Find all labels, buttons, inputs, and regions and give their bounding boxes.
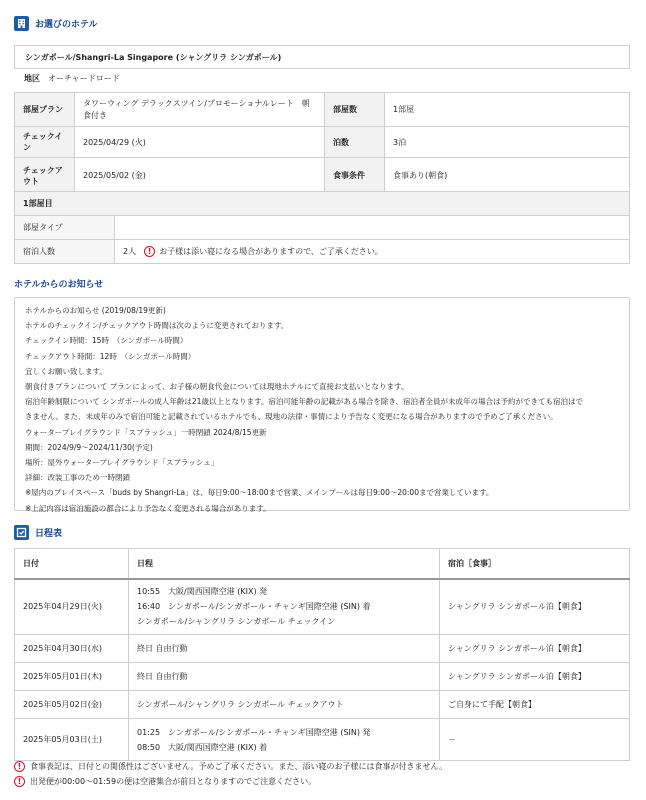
itinerary-line: シンガポール/シャングリラ シンガポール チェックアウト (137, 700, 344, 709)
schedule-row (15, 719, 630, 761)
plan-label: 部屋プラン (15, 93, 75, 127)
schedule-date: 2025年05月02日(金) (15, 691, 129, 719)
notice-line: ホテルのチェックイン/チェックアウト時間は次のように変更されております。 (25, 321, 289, 331)
notice-line: チェックアウト時間：12時 （シンガポール時間） (25, 351, 196, 361)
meal-label: 食事条件 (325, 158, 385, 194)
plan-table (14, 92, 630, 194)
guests-cell (115, 240, 630, 264)
schedule-stay: シャングリラ シンガポール泊【朝食】 (440, 635, 630, 663)
schedule-date: 2025年05月01日(木) (15, 663, 129, 691)
schedule-itinerary (129, 579, 440, 635)
area-row (14, 70, 630, 88)
schedule-itinerary (129, 691, 440, 719)
schedule-row (15, 663, 630, 691)
checkin-value: 2025/04/29 (火) (75, 127, 325, 158)
schedule-stay: シャングリラ シンガポール泊【朝食】 (440, 663, 630, 691)
footnote-1 (14, 761, 447, 772)
guests-label: 宿泊人数 (15, 240, 115, 264)
schedule-stay: ご自身にて手配【朝食】 (440, 691, 630, 719)
hotel-name: シンガポール/Shangri-La Singapore (シャングリラ シンガポール) (14, 45, 630, 69)
notice-line: 宜しくお願い致します。 (25, 366, 107, 376)
schedule-header-date: 日付 (15, 549, 129, 579)
notice-title: ホテルからのお知らせ (14, 280, 104, 290)
area-label: 地区 (24, 74, 40, 83)
warning-icon: ! (14, 776, 25, 787)
plan-value: タワーウィング デラックスツイン/プロモーショナルレート 朝食付き (75, 93, 325, 127)
room-type-value (115, 216, 630, 240)
warning-icon: ! (144, 246, 155, 257)
schedule-date: 2025年04月29日(火) (15, 579, 129, 635)
notice-line: チェックイン時間：15時 （シンガポール時間） (25, 336, 188, 346)
schedule-title: 日程表 (35, 529, 63, 539)
itinerary-line: 終日 自由行動 (137, 644, 188, 653)
room1-title: 1部屋目 (15, 192, 630, 216)
checkin-label: チェックイン (15, 127, 75, 158)
itinerary-line: 10:55 大阪/関西国際空港 (KIX) 発 (137, 587, 268, 597)
schedule-row (15, 635, 630, 663)
footnote-text: 食事表記は、日付との関係性はございません。予めご了承ください。また、添い寝のお子様には食事が付きません。 (30, 762, 447, 771)
checkout-label: チェックアウト (15, 158, 75, 194)
schedule-date: 2025年05月03日(土) (15, 719, 129, 761)
schedule-section-header (14, 525, 62, 540)
notice-line: きません。また、未成年のみで宿泊可能と記載されているホテルでも、現地の法律・事情により予告なく変更になる場合がありますので予めご了承ください。 (25, 412, 558, 422)
nights-value: 3泊 (385, 127, 630, 158)
schedule-itinerary (129, 663, 440, 691)
notice-line: 場所：屋外ウォータープレイグラウンド「スプラッシュ」 (25, 458, 219, 468)
footnote-2 (14, 776, 316, 787)
checkout-value: 2025/05/02 (金) (75, 158, 325, 194)
notice-box (14, 297, 630, 511)
notice-line: 詳細：改装工事のため一時閉鎖 (25, 473, 130, 483)
footnote-text: 出発便が00:00～01:59の便は空港集合が前日となりますのでご注意ください。 (30, 777, 317, 786)
notice-line: 朝食付きプランについて プランによって、お子様の朝食代金については現地ホテルにて直接お支払いとなります。 (25, 382, 409, 392)
schedule-table (14, 548, 630, 761)
schedule-date: 2025年04月30日(水) (15, 635, 129, 663)
building-icon (14, 16, 29, 31)
hotel-section-title: お選びのホテル (35, 20, 98, 30)
notice-line: ※上記内容は宿泊施設の都合により予告なく変更される場合があります。 (25, 503, 271, 513)
itinerary-line: 08:50 大阪/関西国際空港 (KIX) 着 (137, 742, 268, 752)
rooms-label: 部屋数 (325, 93, 385, 127)
itinerary-line: 01:25 シンガポール/シンガポール・チャンギ国際空港 (SIN) 発 (137, 727, 371, 737)
warning-icon: ! (14, 761, 25, 772)
rooms-value: 1部屋 (385, 93, 630, 127)
schedule-itinerary (129, 635, 440, 663)
schedule-header-stay: 宿泊［食事］ (440, 549, 630, 579)
notice-line: ウォータープレイグラウンド「スプラッシュ」一時閉鎖 2024/8/15更新 (25, 427, 267, 437)
schedule-stay: － (440, 719, 630, 761)
itinerary-line: 16:40 シンガポール/シンガポール・チャンギ国際空港 (SIN) 着 (137, 602, 371, 612)
hotel-section-header (14, 16, 98, 31)
itinerary-line: シンガポール/シャングリラ シンガポール チェックイン (137, 617, 336, 627)
room-type-label: 部屋タイプ (15, 216, 115, 240)
itinerary-line: 終日 自由行動 (137, 672, 188, 681)
nights-label: 泊数 (325, 127, 385, 158)
area-value: オーチャードロード (48, 74, 120, 83)
schedule-icon (14, 525, 29, 540)
room-table (14, 191, 630, 264)
schedule-itinerary (129, 719, 440, 761)
guests-value: 2人 (123, 247, 137, 256)
schedule-row (15, 691, 630, 719)
meal-value: 食事あり(朝食) (385, 158, 630, 194)
schedule-row (15, 579, 630, 635)
notice-line: 期間：2024/9/9～2024/11/30(予定) (25, 442, 153, 452)
schedule-header-itinerary: 日程 (129, 549, 440, 579)
notice-line: ホテルからのお知らせ (2019/08/19更新) (25, 306, 166, 315)
schedule-stay: シャングリラ シンガポール泊【朝食】 (440, 579, 630, 635)
notice-line: 宿泊年齢制限について シンガポールの成人年齢は21歳以上となります。宿泊可能年齢の記載がある場合を除き、宿泊者全員が未成年の場合は予約ができても宿泊はで (25, 397, 584, 407)
guests-note: お子様は添い寝になる場合がありますので、ご了承ください。 (159, 247, 383, 256)
notice-line: ※屋内のプレイスペース「buds by Shangri-La」は、毎日9:00～18:00まで営業、メインプールは毎日9:00～20:00まで営業しています。 (25, 488, 494, 498)
